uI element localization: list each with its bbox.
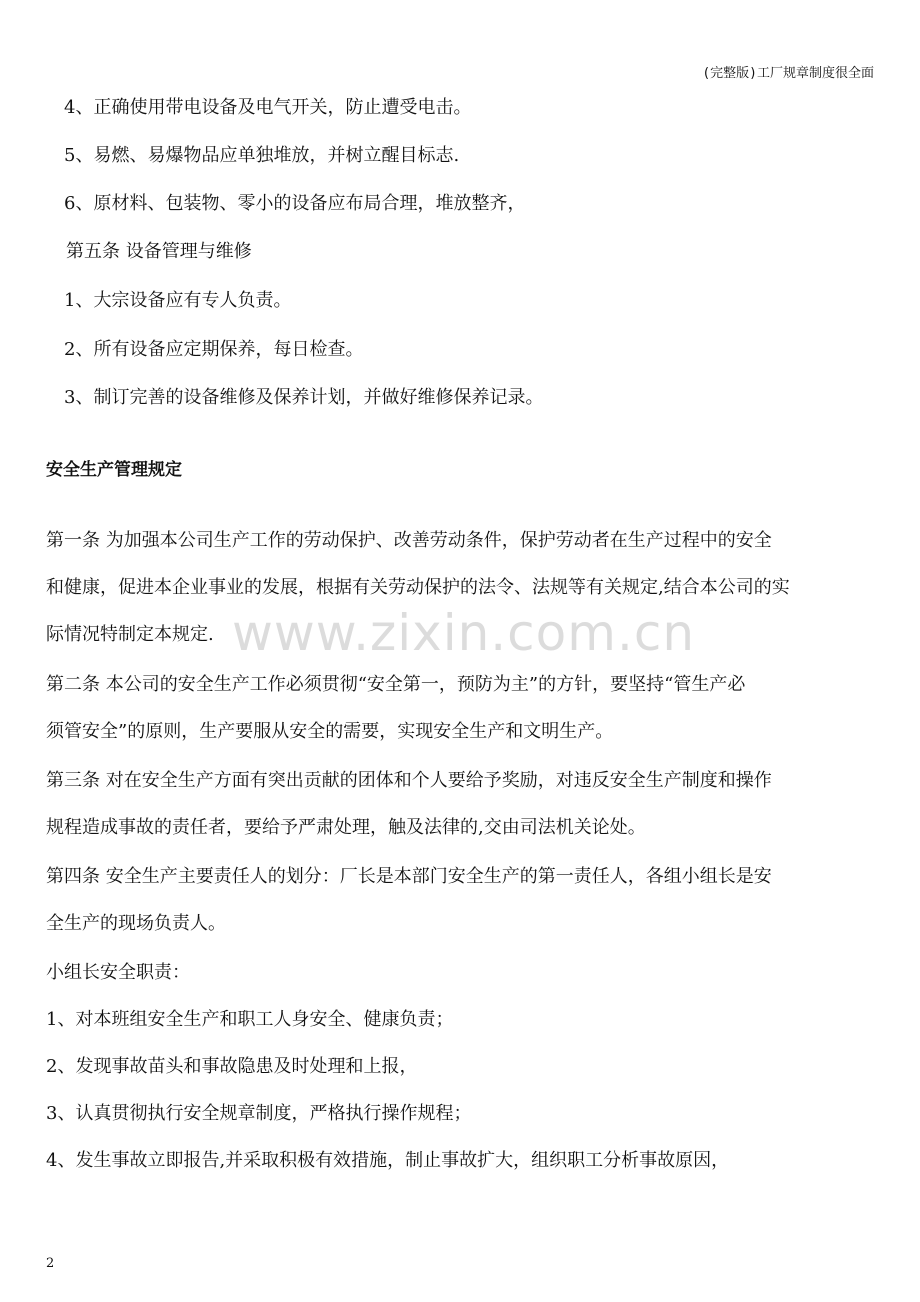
list-item: 4、发生事故立即报告,并采取积极有效措施，制止事故扩大，组织职工分析事故原因， xyxy=(46,1150,730,1171)
list-item: 2、所有设备应定期保养，每日检查。 xyxy=(64,339,364,360)
page-number: 2 xyxy=(46,1256,55,1271)
duties-list xyxy=(46,949,876,1184)
list-item: 3、认真贯彻执行安全规章制度，严格执行操作规程； xyxy=(46,1103,472,1124)
list-item: 2、发现事故苗头和事故隐患及时处理和上报， xyxy=(46,1056,418,1077)
article-paragraph xyxy=(46,757,876,851)
paragraph-line: 第四条 安全生产主要责任人的划分：厂长是本部门安全生产的第一责任人，各组小组长是安 xyxy=(46,866,772,887)
article-title: 第五条 设备管理与维修 xyxy=(66,241,252,262)
list-item: 5、易燃、易爆物品应单独堆放，并树立醒目标志. xyxy=(64,145,460,166)
paragraph-line: 第二条 本公司的安全生产工作必须贯彻“安全第一，预防为主”的方针，要坚持“管生产必 xyxy=(46,674,746,695)
paragraph-line: 际情况特制定本规定. xyxy=(46,624,214,645)
article-paragraph xyxy=(46,853,876,947)
list-item: 4、正确使用带电设备及电气开关，防止遭受电击。 xyxy=(64,97,472,118)
running-header: (完整版)工厂规章制度很全面 xyxy=(702,66,874,81)
paragraph-line: 第三条 对在安全生产方面有突出贡献的团体和个人要给予奖励，对违反安全生产制度和操作 xyxy=(46,770,772,791)
paragraph-line: 第一条 为加强本公司生产工作的劳动保护、改善劳动条件，保护劳动者在生产过程中的安全 xyxy=(46,530,772,551)
section-title: 安全生产管理规定 xyxy=(46,460,182,480)
article-paragraph xyxy=(46,661,876,755)
article-paragraph xyxy=(46,517,876,658)
paragraph-line: 规程造成事故的责任者，要给予严肃处理，触及法律的,交由司法机关论处。 xyxy=(46,817,646,838)
list-item: 6、原材料、包装物、零小的设备应布局合理，堆放整齐， xyxy=(64,193,526,214)
paragraph-line: 全生产的现场负责人。 xyxy=(46,913,226,934)
list-item: 1、大宗设备应有专人负责。 xyxy=(64,290,292,311)
paragraph-line: 和健康，促进本企业事业的发展，根据有关劳动保护的法令、法规等有关规定,结合本公司的实 xyxy=(46,577,790,598)
duties-title: 小组长安全职责： xyxy=(46,962,190,983)
list-item: 3、制订完善的设备维修及保养计划，并做好维修保养记录。 xyxy=(64,387,544,408)
watermark: www.zixin.com.cn xyxy=(232,604,696,662)
list-item: 1、对本班组安全生产和职工人身安全、健康负责； xyxy=(46,1009,454,1030)
paragraph-line: 须管安全”的原则，生产要服从安全的需要，实现安全生产和文明生产。 xyxy=(46,721,614,742)
